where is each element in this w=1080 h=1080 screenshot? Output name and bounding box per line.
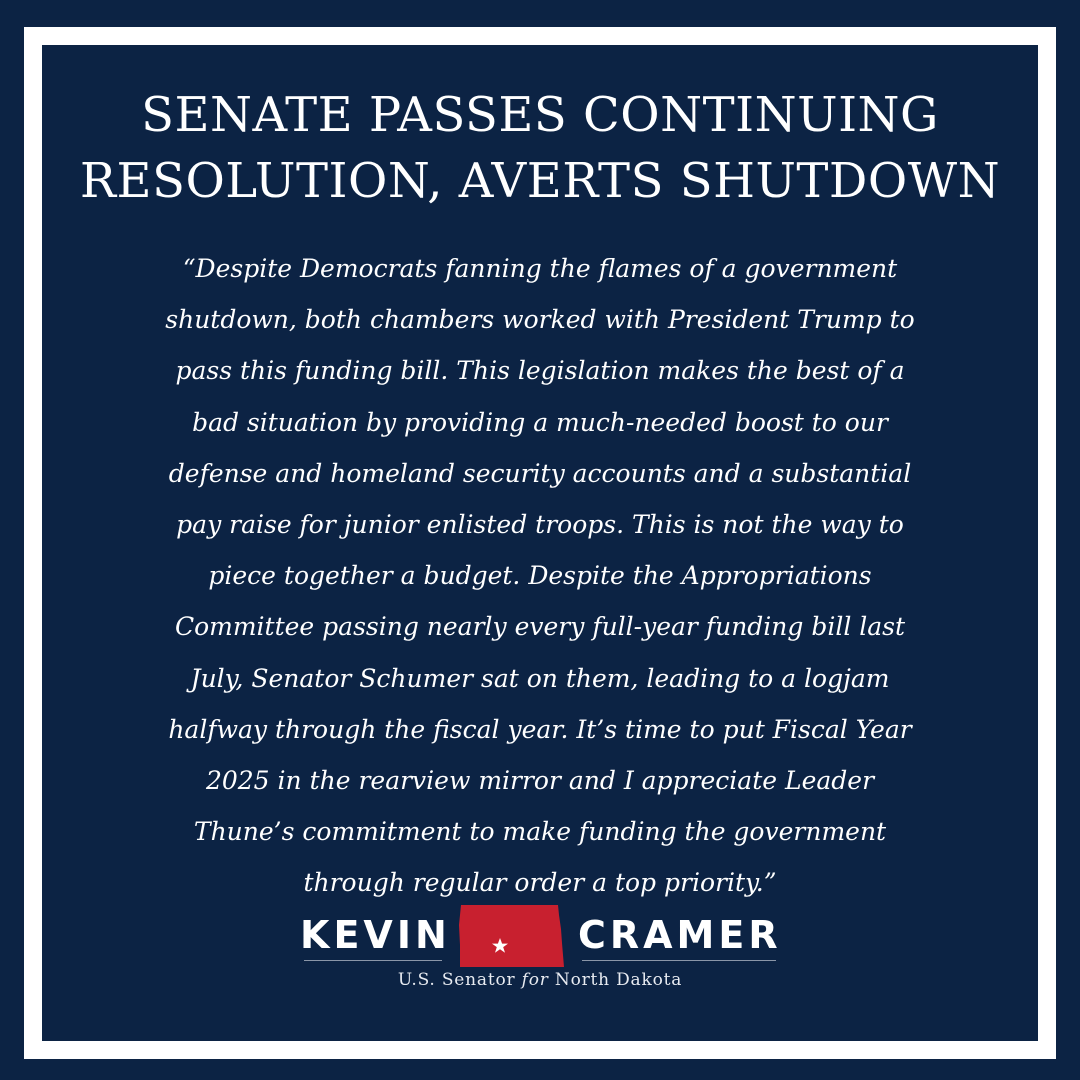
subtitle-for: for xyxy=(521,970,549,990)
quote-line: pass this funding bill. This legislation makes the best of a xyxy=(175,356,905,386)
headline-line-2: RESOLUTION, AVERTS SHUTDOWN xyxy=(79,153,1001,209)
quote-line: defense and homeland security accounts and a substantial xyxy=(168,458,912,488)
quote-line: July, Senator Schumer sat on them, leading to a logjam xyxy=(190,663,890,693)
subtitle-part-1: U.S. Senator xyxy=(397,970,522,990)
quote-line: pay raise for junior enlisted troops. This is not the way to xyxy=(176,510,904,540)
logo-divider-right xyxy=(582,960,776,961)
north-dakota-state-icon xyxy=(458,905,564,967)
logo-subtitle xyxy=(0,968,1080,992)
quote-line: halfway through the fiscal year. It’s time to put Fiscal Year xyxy=(168,714,912,744)
quote-line: Committee passing nearly every full-year funding bill last xyxy=(174,612,906,642)
quote-line: bad situation by providing a much-needed boost to our xyxy=(192,407,888,437)
quote-line: Thune’s commitment to make funding the government xyxy=(193,817,887,847)
quote-line: through regular order a top priority.” xyxy=(303,868,777,898)
subtitle-part-2: North Dakota xyxy=(548,970,683,990)
quote-line: shutdown, both chambers worked with President Trump to xyxy=(165,305,915,335)
senator-logo xyxy=(0,905,1080,1000)
quote-line: piece together a budget. Despite the Appropriations xyxy=(208,561,872,591)
logo-divider-left xyxy=(304,960,442,961)
logo-first-name: KEVIN xyxy=(300,913,451,957)
headline-line-1: SENATE PASSES CONTINUING xyxy=(141,87,939,143)
logo-last-name: CRAMER xyxy=(578,913,782,957)
quote-text xyxy=(60,243,1020,909)
quote-line: 2025 in the rearview mirror and I appreciate Leader xyxy=(205,766,875,796)
quote-line: “Despite Democrats fanning the flames of a government xyxy=(182,254,898,283)
headline xyxy=(0,82,1080,214)
